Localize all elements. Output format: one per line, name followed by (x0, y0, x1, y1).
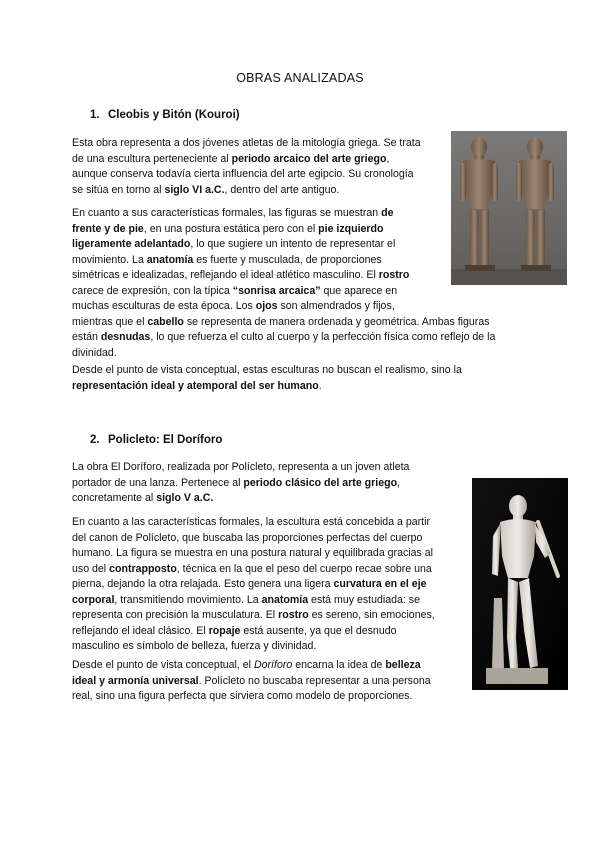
bold-text: ideal y armonía universal (72, 674, 199, 687)
text-line (72, 253, 495, 269)
text-run: mientras que el (72, 315, 148, 328)
section-heading-1 (90, 109, 240, 121)
bold-text: ojos (255, 300, 278, 312)
text-run: , (397, 476, 400, 489)
section-number: 2. (90, 434, 100, 446)
paragraph (72, 206, 495, 361)
text-line (72, 577, 435, 593)
section-title: Policleto: El Doríforo (108, 434, 223, 446)
bold-text: rostro (278, 609, 309, 621)
text-line (72, 268, 495, 284)
text-line (72, 515, 435, 531)
text-line (72, 183, 421, 199)
text-run: está muy estudiada: se (308, 593, 420, 606)
section-heading-2 (90, 434, 222, 446)
italic-text: Doríforo (253, 659, 293, 671)
text-run: representa con precisión la musculatura. El (72, 609, 279, 621)
text-run: , en una postura estática pero con el (143, 222, 319, 235)
bold-text: ropaje (208, 624, 241, 637)
section-number: 1. (90, 109, 100, 121)
bold-text: siglo V a.C. (156, 492, 214, 504)
text-line (72, 546, 435, 562)
text-line (72, 222, 495, 238)
text-line (72, 330, 495, 346)
text-line (72, 167, 421, 183)
bold-text: curvatura en el eje (333, 578, 427, 590)
bold-text: contrapposto (109, 562, 177, 575)
text-run: masculino es símbolo de belleza, fuerza y divinidad. (72, 640, 317, 652)
bold-text: corporal (72, 593, 115, 606)
text-line (72, 562, 435, 578)
paragraph (72, 363, 462, 394)
text-line (72, 152, 421, 168)
text-run: simétricas e idealizadas, reflejando el ideal atlético masculino. El (72, 269, 379, 281)
text-run: , dentro del arte antiguo. (224, 183, 340, 196)
text-run: se representa de manera ordenada y geométrica. Ambas figuras (183, 315, 490, 328)
paragraph (72, 658, 431, 705)
text-run: real, sino una figura perfecta que sirviera como modelo de proporciones. (72, 690, 413, 702)
text-run: divinidad. (72, 346, 117, 359)
text-run: es fuerte y musculada, de proporciones (193, 253, 382, 266)
text-line (72, 674, 431, 690)
text-line (72, 624, 435, 640)
bold-text: representación ideal y atemporal del ser humano (72, 379, 319, 392)
text-run: Esta obra representa a dos jóvenes atletas de la mitología griega. Se trata (72, 137, 421, 149)
kouroi-statues-image (451, 131, 567, 285)
text-line (72, 379, 462, 395)
paragraph (72, 136, 421, 198)
text-line (72, 346, 495, 362)
text-run: uso del (72, 562, 110, 575)
text-run: La obra El Doríforo, realizada por Polícleto, representa a un joven atleta (72, 461, 410, 473)
text-run: del canon de Polícleto, que buscaba las proporciones perfectas del cuerpo (72, 531, 423, 544)
text-line (72, 608, 435, 624)
text-run: portador de una lanza. Pertenece al (72, 476, 244, 489)
text-run: En cuanto a las características formales, la escultura está concebida a partir (72, 516, 431, 528)
text-run: muchas esculturas de esta época. Los (72, 300, 256, 312)
text-line (72, 476, 409, 492)
text-run: carece de expresión, con la típica (72, 284, 233, 297)
text-line (72, 363, 462, 379)
bold-text: anatomía (146, 253, 194, 266)
doryphoros-statue-image (472, 478, 568, 690)
text-run: En cuanto a sus características formales, las figuras se muestran (72, 207, 382, 219)
text-run: movimiento. La (72, 253, 147, 266)
text-run: concretamente al (72, 492, 157, 504)
text-run: están (72, 331, 101, 343)
text-line (72, 237, 495, 253)
text-run: aunque conserva todavía cierta influencia del arte egipcio. Su cronología (72, 168, 414, 180)
text-run: . (318, 379, 322, 392)
text-run: está ausente, ya que el desnudo (240, 624, 397, 637)
bold-text: periodo clásico del arte griego (243, 476, 398, 489)
bold-text: “sonrisa arcaica” (232, 284, 321, 297)
text-run: de una escultura perteneciente al (72, 152, 232, 165)
text-line (72, 206, 495, 222)
text-line (72, 531, 435, 547)
bold-text: de (381, 207, 394, 219)
text-run: Desde el punto de vista conceptual, estas esculturas no buscan el realismo, sino la (72, 364, 462, 376)
text-run: , lo que refuerza el culto al cuerpo y la perfección física como reflejo de la (150, 331, 496, 343)
bold-text: ligeramente adelantado (72, 238, 191, 250)
paragraph (72, 460, 409, 507)
text-run: encarna la idea de (292, 659, 386, 671)
text-line (72, 491, 409, 507)
text-line (72, 460, 409, 476)
text-run: reflejando el ideal clásico. El (72, 624, 209, 637)
text-run: , lo que sugiere un intento de representar el (190, 238, 396, 250)
text-run: pierna, dejando la otra relajada. Esto genera una ligera (72, 578, 334, 590)
bold-text: rostro (378, 269, 410, 281)
paragraph (72, 515, 435, 655)
text-run: Desde el punto de vista conceptual, el (72, 659, 254, 671)
text-line (72, 136, 421, 152)
text-run: . Polícleto no buscaba representar a una persona (198, 674, 431, 687)
text-line (72, 639, 435, 655)
page-title: OBRAS ANALIZADAS (236, 71, 364, 85)
bold-text: desnudas (100, 331, 151, 343)
bold-text: cabello (147, 315, 184, 328)
text-run: , (386, 152, 390, 165)
text-run: se sitúa en torno al (72, 183, 165, 196)
text-line (72, 593, 435, 609)
text-line (72, 689, 431, 705)
text-run: son almendrados y fijos, (277, 300, 395, 312)
text-run: humano. La figura se muestra en una postura natural y equilibrada gracias al (72, 547, 433, 559)
bold-text: siglo VI a.C. (164, 183, 225, 196)
text-line (72, 315, 495, 331)
bold-text: belleza (385, 659, 421, 671)
text-line (72, 658, 431, 674)
bold-text: pie izquierdo (318, 222, 384, 235)
text-run: que aparece en (320, 284, 398, 297)
section-title: Cleobis y Bitón (Kouroi) (108, 109, 240, 121)
text-run: es sereno, sin emociones, (308, 609, 435, 621)
text-run: , técnica en la que el peso del cuerpo recae sobre una (176, 562, 432, 575)
text-line (72, 284, 495, 300)
text-line (72, 299, 495, 315)
bold-text: anatomía (261, 593, 309, 606)
text-run: , transmitiendo movimiento. La (114, 593, 262, 606)
bold-text: frente y de pie (72, 222, 144, 235)
bold-text: periodo arcaico del arte griego (231, 152, 387, 165)
